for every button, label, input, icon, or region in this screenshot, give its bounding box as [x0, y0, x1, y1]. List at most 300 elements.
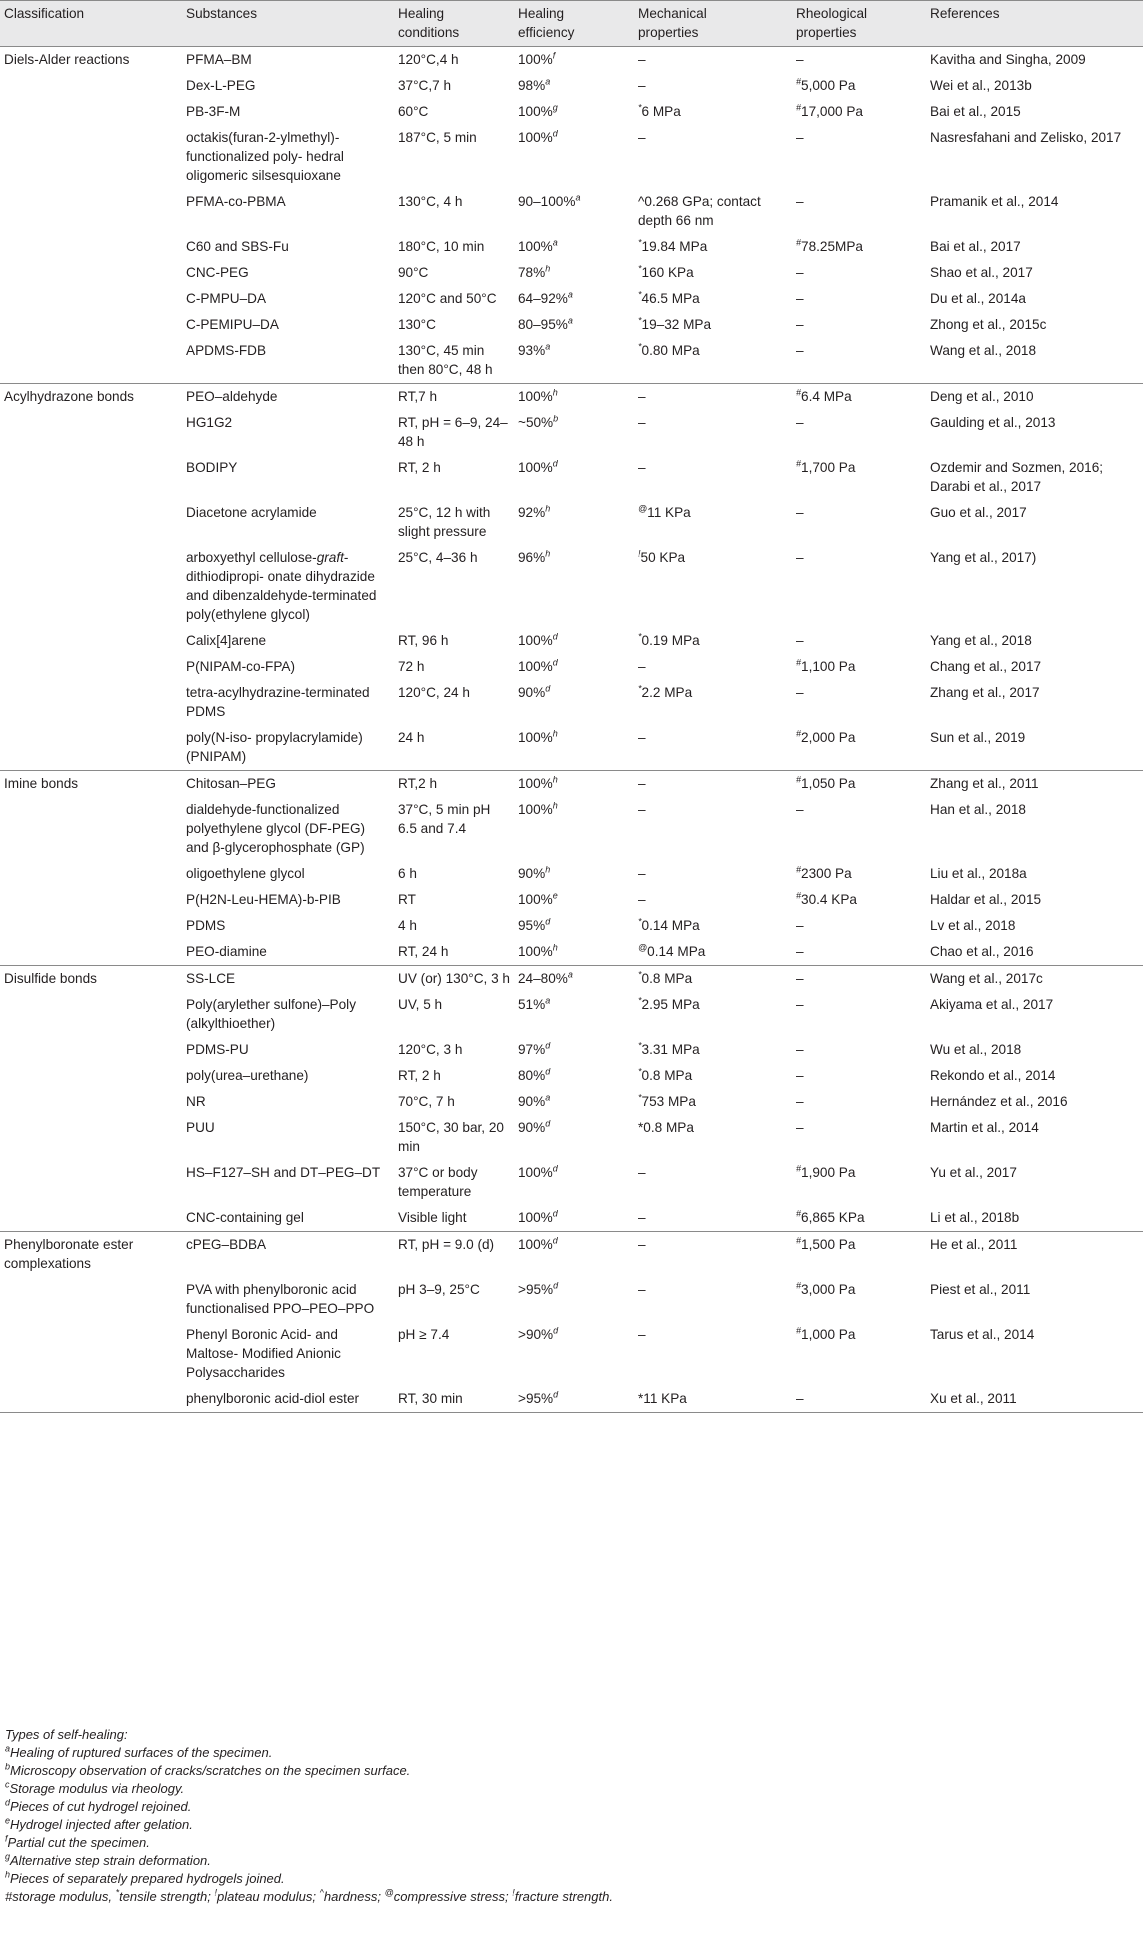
rheological-cell: –	[796, 997, 804, 1012]
mechanical-cell: *0.8 MPa	[634, 966, 792, 993]
symbol-legend-item: @compressive stress;	[384, 1887, 513, 1904]
substance-cell: Poly(arylether sulfone)–Poly (alkylthioether)	[186, 997, 357, 1031]
efficiency-cell: 90%$^a$	[518, 1092, 551, 1109]
classification-cell	[0, 1037, 182, 1063]
rheological-cell: #78.25MPa	[796, 237, 863, 254]
substance-cell: phenylboronic acid-diol ester	[182, 1386, 394, 1413]
classification-cell	[0, 234, 182, 260]
efficiency-cell: 24–80%$^a$	[514, 966, 634, 993]
rheological-cell: #1,100 Pa	[796, 657, 856, 674]
substance-cell: NR	[186, 1094, 206, 1109]
conditions-cell: 4 h	[398, 918, 417, 933]
reference-cell: Han et al., 2018	[930, 802, 1026, 817]
efficiency-cell: 90–100%$^a$	[518, 192, 581, 209]
rheological-cell: –	[796, 291, 804, 306]
conditions-cell: RT, pH = 9.0 (d)	[394, 1232, 514, 1278]
rheological-cell: –	[796, 802, 804, 817]
classification-cell	[0, 312, 182, 338]
substance-cell: APDMS-FDB	[186, 343, 267, 358]
substance-cell: SS-LCE	[182, 966, 394, 993]
substance-cell: PFMA–BM	[182, 47, 394, 74]
mechanical-cell: !50 KPa	[638, 548, 686, 565]
reference-cell: Piest et al., 2011	[930, 1282, 1031, 1297]
mechanical-cell: –	[638, 892, 646, 907]
efficiency-cell: 100%$^f$	[514, 47, 634, 74]
substance-cell: PVA with phenylboronic acid functionalised PPO–PEO–PPO	[186, 1282, 375, 1316]
mechanical-cell: *6 MPa	[638, 102, 681, 119]
mechanical-cell: *3.31 MPa	[638, 1040, 700, 1057]
classification-cell	[0, 913, 182, 939]
header-healing-efficiency: Healing efficiency	[514, 1, 634, 47]
substance-cell: PDMS	[186, 918, 226, 933]
substance-cell: C-PMPU–DA	[186, 291, 267, 306]
table-row	[0, 234, 1143, 260]
mechanical-cell: *0.8 MPa	[638, 1066, 693, 1083]
conditions-cell: 37°C or body temperature	[398, 1165, 478, 1199]
conditions-cell: RT, 96 h	[398, 633, 449, 648]
reference-cell: Kavitha and Singha, 2009	[926, 47, 1143, 74]
reference-cell: He et al., 2011	[926, 1232, 1143, 1278]
mechanical-cell: –	[638, 1282, 646, 1297]
mechanical-cell: *0.8 MPa	[638, 1120, 694, 1135]
rheological-cell: –	[796, 505, 804, 520]
efficiency-cell: 90%$^d$	[518, 683, 551, 700]
table-row	[0, 1115, 1143, 1160]
table-row	[0, 1063, 1143, 1089]
substance-cell: CNC-PEG	[186, 265, 249, 280]
efficiency-cell: 100%$^h$	[518, 800, 558, 817]
classification-cell: Phenylboronate ester complexations	[0, 1232, 182, 1278]
efficiency-cell: >90%$^d$	[518, 1325, 559, 1342]
reference-cell: Pramanik et al., 2014	[930, 194, 1059, 209]
mechanical-cell: *11 KPa	[634, 1386, 792, 1413]
reference-cell: Zhong et al., 2015c	[930, 317, 1047, 332]
mechanical-cell: *2.95 MPa	[638, 995, 700, 1012]
mechanical-cell: –	[638, 866, 646, 881]
rheological-cell: #5,000 Pa	[796, 76, 856, 93]
table-row	[0, 1205, 1143, 1232]
conditions-cell: 72 h	[398, 659, 425, 674]
symbol-legend-item: !plateau modulus;	[214, 1887, 320, 1904]
reference-cell: Haldar et al., 2015	[930, 892, 1042, 907]
mechanical-cell: –	[638, 130, 646, 145]
mechanical-cell: –	[634, 771, 792, 798]
substance-cell: PUU	[186, 1120, 215, 1135]
table-row	[0, 725, 1143, 771]
conditions-cell: UV, 5 h	[398, 997, 443, 1012]
table-row	[0, 1322, 1143, 1386]
table-row	[0, 73, 1143, 99]
table-row	[0, 1277, 1143, 1322]
conditions-cell: 187°C, 5 min	[398, 130, 477, 145]
classification-cell	[0, 1160, 182, 1205]
rheological-cell: #1,700 Pa	[796, 458, 856, 475]
reference-cell: Du et al., 2014a	[930, 291, 1026, 306]
reference-cell: Ozdemir and Sozmen, 2016; Darabi et al., 2017	[930, 460, 1104, 494]
table-row	[0, 286, 1143, 312]
mechanical-cell: *753 MPa	[638, 1092, 696, 1109]
conditions-cell: 25°C, 12 h with slight pressure	[398, 505, 491, 539]
reference-cell: Bai et al., 2015	[930, 104, 1021, 119]
conditions-cell: RT	[398, 892, 416, 907]
classification-cell	[0, 680, 182, 725]
table-row	[0, 1386, 1143, 1413]
rheological-cell: #3,000 Pa	[796, 1280, 856, 1297]
mechanical-cell: –	[638, 460, 646, 475]
conditions-cell: 120°C, 3 h	[398, 1042, 463, 1057]
table-row	[0, 410, 1143, 455]
footnote-item: $^d$Pieces of cut hydrogel rejoined.	[5, 1797, 192, 1814]
efficiency-cell: 100%$^d$	[518, 1208, 558, 1225]
reference-cell: Martin et al., 2014	[930, 1120, 1039, 1135]
substance-cell: Diacetone acrylamide	[186, 505, 317, 520]
classification-cell	[0, 73, 182, 99]
mechanical-cell: *19–32 MPa	[638, 315, 712, 332]
efficiency-cell: 100%$^h$	[514, 771, 634, 798]
rheological-cell: #2300 Pa	[796, 864, 852, 881]
mechanical-cell: *46.5 MPa	[638, 289, 700, 306]
rheological-cell: #30.4 KPa	[796, 890, 857, 907]
mechanical-cell: ^0.268 GPa; contact depth 66 nm	[638, 194, 761, 228]
table-row	[0, 545, 1143, 628]
classification-cell	[0, 1063, 182, 1089]
header-classification: Classification	[0, 1, 182, 47]
efficiency-cell: 80–95%$^a$	[518, 315, 573, 332]
efficiency-cell: >95%$^d$	[518, 1280, 559, 1297]
table-row	[0, 125, 1143, 189]
efficiency-cell: 100%$^d$	[518, 128, 558, 145]
mechanical-cell: –	[638, 802, 646, 817]
mechanical-cell: *0.19 MPa	[638, 631, 700, 648]
rheological-cell: –	[796, 1120, 804, 1135]
header-references: References	[926, 1, 1143, 47]
reference-cell: Rekondo et al., 2014	[930, 1068, 1056, 1083]
classification-cell	[0, 628, 182, 654]
rheological-cell: #1,900 Pa	[796, 1163, 856, 1180]
efficiency-cell: 100%$^a$	[518, 237, 558, 254]
conditions-cell: Visible light	[398, 1210, 467, 1225]
efficiency-cell: >95%$^d$	[514, 1386, 634, 1413]
symbol-legend-item: !fracture strength.	[512, 1887, 613, 1904]
classification-cell	[0, 1089, 182, 1115]
table-row	[0, 384, 1143, 411]
mechanical-cell: @11 KPa	[638, 503, 691, 520]
table-row	[0, 887, 1143, 913]
substance-cell: PEO–aldehyde	[182, 384, 394, 411]
conditions-cell: 180°C, 10 min	[398, 239, 485, 254]
rheological-cell: –	[796, 265, 804, 280]
footnote-item: $^a$Healing of ruptured surfaces of the specimen.	[5, 1743, 273, 1760]
mechanical-cell: *160 KPa	[638, 263, 694, 280]
conditions-cell: pH 3–9, 25°C	[398, 1282, 480, 1297]
reference-cell: Gaulding et al., 2013	[930, 415, 1056, 430]
substance-cell: poly(urea–urethane)	[186, 1068, 309, 1083]
classification-cell	[0, 992, 182, 1037]
table-row	[0, 455, 1143, 500]
substance-cell: Dex-L-PEG	[186, 78, 256, 93]
mechanical-cell: –	[638, 730, 646, 745]
efficiency-cell: 100%$^h$	[518, 728, 558, 745]
rheological-cell: –	[796, 918, 804, 933]
rheological-cell: #1,050 Pa	[792, 771, 926, 798]
reference-cell: Zhang et al., 2011	[926, 771, 1143, 798]
rheological-cell: –	[792, 1386, 926, 1413]
table-row	[0, 1232, 1143, 1278]
rheological-cell: #2,000 Pa	[796, 728, 856, 745]
mechanical-cell: –	[634, 1232, 792, 1278]
table-body	[0, 47, 1143, 1413]
symbol-legend-item: ^hardness;	[319, 1887, 385, 1904]
classification-cell	[0, 99, 182, 125]
efficiency-cell: 100%$^d$	[518, 631, 558, 648]
table-footnotes	[5, 1726, 1135, 1906]
table-row	[0, 628, 1143, 654]
rheological-cell: #6.4 MPa	[792, 384, 926, 411]
header-healing-conditions: Healing conditions	[394, 1, 514, 47]
efficiency-cell: 100%$^d$	[518, 657, 558, 674]
efficiency-cell: 98%$^a$	[518, 76, 551, 93]
efficiency-cell: 78%$^h$	[518, 263, 551, 280]
rheological-cell: –	[796, 944, 804, 959]
efficiency-cell: 100%$^e$	[518, 890, 558, 907]
classification-cell	[0, 1386, 182, 1413]
rheological-cell: #17,000 Pa	[796, 102, 863, 119]
classification-cell: Disulfide bonds	[0, 966, 182, 993]
rheological-cell: –	[792, 47, 926, 74]
efficiency-cell: 90%$^d$	[518, 1118, 551, 1135]
header-rheological-properties: Rheological properties	[792, 1, 926, 47]
classification-cell	[0, 410, 182, 455]
mechanical-cell: *19.84 MPa	[638, 237, 708, 254]
reference-cell: Bai et al., 2017	[930, 239, 1021, 254]
efficiency-cell: 100%$^d$	[514, 1232, 634, 1278]
efficiency-cell: 80%$^d$	[518, 1066, 551, 1083]
conditions-cell: RT, 24 h	[398, 944, 449, 959]
reference-cell: Chao et al., 2016	[930, 944, 1034, 959]
conditions-cell: UV (or) 130°C, 3 h	[394, 966, 514, 993]
conditions-cell: RT, pH = 6–9, 24–48 h	[398, 415, 508, 449]
rheological-cell: –	[796, 550, 804, 565]
substance-cell: Calix[4]arene	[186, 633, 267, 648]
reference-cell: Akiyama et al., 2017	[930, 997, 1054, 1012]
table-row	[0, 861, 1143, 887]
table-row	[0, 1160, 1143, 1205]
reference-cell: Lv et al., 2018	[930, 918, 1016, 933]
substance-cell: BODIPY	[186, 460, 238, 475]
classification-cell	[0, 500, 182, 545]
table-row	[0, 992, 1143, 1037]
footnote-item: $^e$Hydrogel injected after gelation.	[5, 1815, 193, 1832]
mechanical-cell: –	[634, 384, 792, 411]
conditions-cell: RT,2 h	[394, 771, 514, 798]
table-row	[0, 939, 1143, 966]
classification-cell	[0, 654, 182, 680]
reference-cell: Wang et al., 2017c	[926, 966, 1143, 993]
classification-cell	[0, 797, 182, 861]
table-row	[0, 1037, 1143, 1063]
rheological-cell: –	[792, 966, 926, 993]
reference-cell: Wang et al., 2018	[930, 343, 1037, 358]
substance-cell: Chitosan–PEG	[182, 771, 394, 798]
table-row	[0, 654, 1143, 680]
table-row	[0, 966, 1143, 993]
conditions-cell: 150°C, 30 bar, 20 min	[398, 1120, 504, 1154]
reference-cell: Shao et al., 2017	[930, 265, 1033, 280]
footnote-item: $^h$Pieces of separately prepared hydrogels joined.	[5, 1869, 285, 1886]
efficiency-cell: 95%$^d$	[518, 916, 551, 933]
table-row	[0, 47, 1143, 74]
table-row	[0, 500, 1143, 545]
substance-cell: HS–F127–SH and DT–PEG–DT	[186, 1165, 381, 1180]
table-row	[0, 260, 1143, 286]
reference-cell: Yang et al., 2017)	[930, 550, 1037, 565]
conditions-cell: 37°C, 5 min pH 6.5 and 7.4	[398, 802, 491, 836]
efficiency-cell: ~50%$^b$	[518, 413, 559, 430]
classification-cell	[0, 1322, 182, 1386]
table-row	[0, 338, 1143, 384]
rheological-cell: #6,865 KPa	[796, 1208, 865, 1225]
substance-cell: HG1G2	[186, 415, 233, 430]
substance-cell: C60 and SBS-Fu	[186, 239, 289, 254]
conditions-cell: 130°C, 4 h	[398, 194, 463, 209]
reference-cell: Wu et al., 2018	[930, 1042, 1022, 1057]
substance-cell: CNC-containing gel	[186, 1210, 304, 1225]
header-substances: Substances	[182, 1, 394, 47]
rheological-cell: –	[796, 1068, 804, 1083]
efficiency-cell: 96%$^h$	[518, 548, 551, 565]
substance-cell: cPEG–BDBA	[182, 1232, 394, 1278]
efficiency-cell: 100%$^d$	[518, 458, 558, 475]
reference-cell: Wei et al., 2013b	[930, 78, 1032, 93]
substance-cell: Phenyl Boronic Acid- and Maltose- Modified Anionic Polysaccharides	[186, 1327, 341, 1380]
substance-cell: tetra-acylhydrazine-terminated PDMS	[186, 685, 370, 719]
classification-cell	[0, 1277, 182, 1322]
substance-cell: arboxyethyl cellulose-graft-dithiodipropi- onate dihydrazide and dibenzaldehyde-terminated poly(ethylene glycol)	[186, 550, 377, 622]
mechanical-cell: –	[638, 659, 646, 674]
reference-cell: Deng et al., 2010	[926, 384, 1143, 411]
classification-cell: Acylhydrazone bonds	[0, 384, 182, 411]
reference-cell: Guo et al., 2017	[930, 505, 1027, 520]
conditions-cell: RT, 2 h	[398, 1068, 441, 1083]
rheological-cell: –	[796, 1094, 804, 1109]
conditions-cell: 70°C, 7 h	[398, 1094, 455, 1109]
rheological-cell: #1,500 Pa	[792, 1232, 926, 1278]
substance-cell: PEO-diamine	[186, 944, 267, 959]
efficiency-cell: 90%$^h$	[518, 864, 551, 881]
header-row	[0, 1, 1143, 47]
substance-cell: P(H2N-Leu-HEMA)-b-PIB	[186, 892, 341, 907]
substance-cell: oligoethylene glycol	[186, 866, 305, 881]
mechanical-cell: –	[638, 415, 646, 430]
mechanical-cell: –	[634, 47, 792, 74]
table-row	[0, 312, 1143, 338]
footnote-item: $^c$Storage modulus via rheology.	[5, 1779, 185, 1796]
classification-cell	[0, 1205, 182, 1232]
classification-cell	[0, 939, 182, 966]
classification-cell	[0, 861, 182, 887]
classification-cell	[0, 338, 182, 384]
classification-cell	[0, 455, 182, 500]
rheological-cell: –	[796, 685, 804, 700]
table-row	[0, 189, 1143, 234]
rheological-cell: –	[796, 130, 804, 145]
reference-cell: Zhang et al., 2017	[930, 685, 1040, 700]
efficiency-cell: 51%$^a$	[518, 995, 551, 1012]
classification-cell	[0, 545, 182, 628]
conditions-cell: RT, 2 h	[398, 460, 441, 475]
mechanical-cell: –	[638, 1165, 646, 1180]
classification-cell: Imine bonds	[0, 771, 182, 798]
mechanical-cell: *0.14 MPa	[638, 916, 700, 933]
table-row	[0, 1089, 1143, 1115]
conditions-cell: 130°C, 45 min then 80°C, 48 h	[398, 343, 493, 377]
symbol-legend-item: #storage modulus,	[5, 1889, 116, 1904]
reference-cell: Li et al., 2018b	[930, 1210, 1020, 1225]
reference-cell: Yang et al., 2018	[930, 633, 1032, 648]
efficiency-cell: 93%$^a$	[518, 341, 551, 358]
reference-cell: Sun et al., 2019	[930, 730, 1026, 745]
conditions-cell: 120°C and 50°C	[398, 291, 497, 306]
table-row	[0, 680, 1143, 725]
efficiency-cell: 100%$^h$	[518, 942, 558, 959]
conditions-cell: 130°C	[398, 317, 436, 332]
mechanical-cell: –	[638, 78, 646, 93]
symbol-legend-item: *tensile strength;	[115, 1887, 215, 1904]
substance-cell: C-PEMIPU–DA	[186, 317, 279, 332]
classification-cell	[0, 125, 182, 189]
reference-cell: Liu et al., 2018a	[930, 866, 1027, 881]
rheological-cell: –	[796, 415, 804, 430]
rheological-cell: #1,000 Pa	[796, 1325, 856, 1342]
reference-cell: Xu et al., 2011	[926, 1386, 1143, 1413]
conditions-cell: 24 h	[398, 730, 425, 745]
classification-cell: Diels-Alder reactions	[0, 47, 182, 74]
table-row	[0, 797, 1143, 861]
reference-cell: Tarus et al., 2014	[930, 1327, 1035, 1342]
footnotes-title: Types of self-healing:	[5, 1727, 128, 1742]
classification-cell	[0, 286, 182, 312]
efficiency-cell: 92%$^h$	[518, 503, 551, 520]
substance-cell: dialdehyde-functionalized polyethylene glycol (DF-PEG) and β-glycerophosphate (GP)	[186, 802, 366, 855]
rheological-cell: –	[796, 194, 804, 209]
conditions-cell: 60°C	[398, 104, 429, 119]
conditions-cell: RT, 30 min	[394, 1386, 514, 1413]
conditions-cell: 120°C,4 h	[394, 47, 514, 74]
rheological-cell: –	[796, 343, 804, 358]
mechanical-cell: *0.80 MPa	[638, 341, 700, 358]
reference-cell: Yu et al., 2017	[930, 1165, 1017, 1180]
rheological-cell: –	[796, 317, 804, 332]
substance-cell: octakis(furan-2-ylmethyl)-functionalized poly- hedral oligomeric silsesquioxane	[186, 130, 344, 183]
conditions-cell: 37°C,7 h	[398, 78, 452, 93]
efficiency-cell: 97%$^d$	[518, 1040, 551, 1057]
substance-cell: poly(N-iso- propylacrylamide) (PNIPAM)	[186, 730, 363, 764]
mechanical-cell: @0.14 MPa	[638, 942, 706, 959]
footnote-item: $^b$Microscopy observation of cracks/scratches on the specimen surface.	[5, 1761, 411, 1778]
mechanical-cell: –	[638, 1210, 646, 1225]
table-row	[0, 771, 1143, 798]
table-row	[0, 913, 1143, 939]
substance-cell: PB-3F-M	[186, 104, 241, 119]
conditions-cell: 90°C	[398, 265, 429, 280]
mechanical-cell: –	[638, 1327, 646, 1342]
conditions-cell: 6 h	[398, 866, 417, 881]
reference-cell: Hernández et al., 2016	[930, 1094, 1068, 1109]
footnote-item: $^f$Partial cut the specimen.	[5, 1833, 150, 1850]
conditions-cell: RT,7 h	[394, 384, 514, 411]
footnote-item: $^g$Alternative step strain deformation.	[5, 1851, 211, 1868]
rheological-cell: –	[796, 633, 804, 648]
